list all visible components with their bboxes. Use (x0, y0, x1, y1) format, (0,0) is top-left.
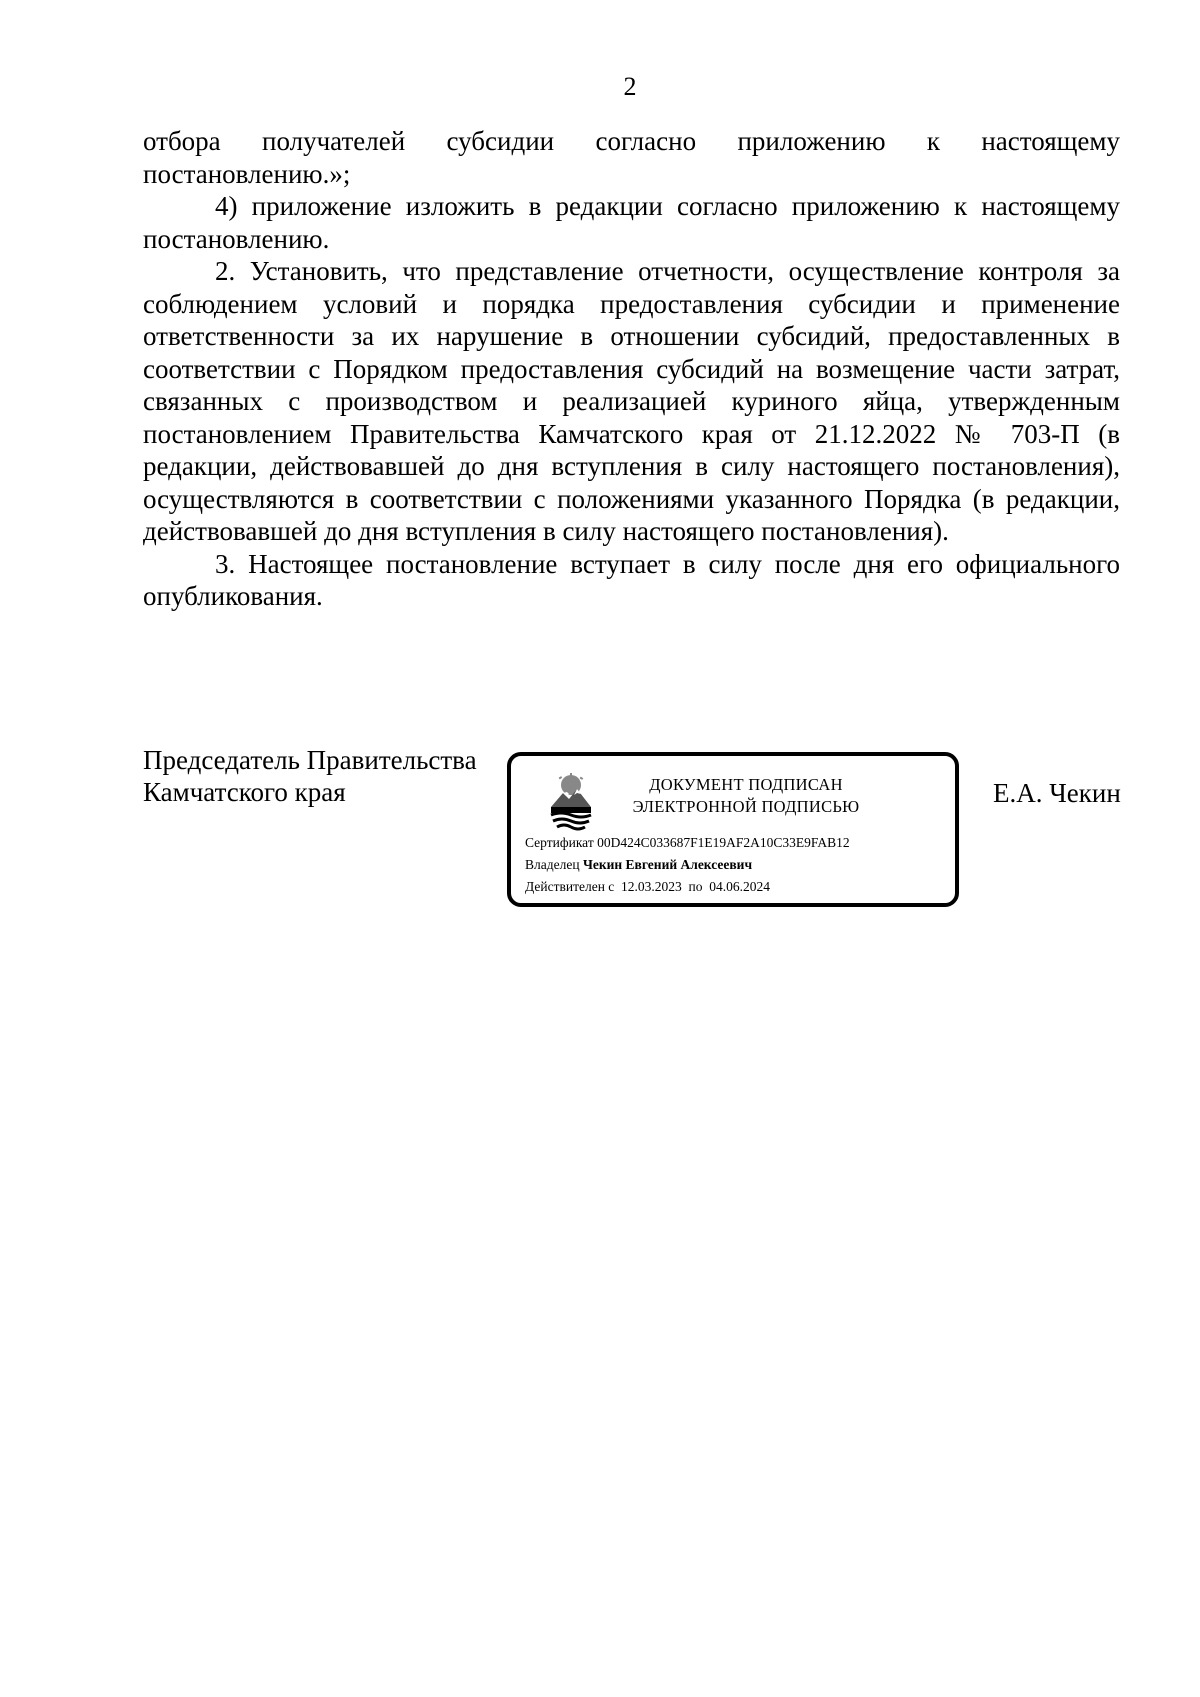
valid-from: 12.03.2023 (621, 879, 682, 894)
signer-title-line-2: Камчатского края (143, 777, 346, 807)
paragraph-continuation: отбора получателей субсидии согласно приложению к настоящему постановлению.»; (143, 126, 1120, 189)
valid-to-label: по (688, 879, 703, 894)
stamp-heading-line-2: ЭЛЕКТРОННОЙ ПОДПИСЬЮ (632, 797, 860, 816)
kamchatka-coat-of-arms-icon (547, 773, 595, 833)
stamp-heading-line-1: ДОКУМЕНТ ПОДПИСАН (649, 775, 843, 794)
signer-name: Е.А. Чекин (993, 778, 1121, 808)
paragraph-clause-3: 3. Настоящее постановление вступает в силу после дня его официального опубликования. (143, 548, 1120, 611)
stamp-validity (525, 878, 770, 896)
stamp-heading (611, 774, 881, 818)
signer-title-line-1: Председатель Правительства (143, 745, 477, 775)
owner-value: Чекин Евгений Алексеевич (582, 857, 753, 872)
stamp-owner (525, 856, 752, 874)
paragraph-clause-2: 2. Установить, что представление отчетности, осуществление контроля за соблюдением условий и порядка предоставления субсидии и применение ответственности за их нарушение в отношении субсидий, предоставленных в соответствии с Порядком предоставления субсидий на возмещение части затрат, связанных с производством и реализацией куриного яйца, утвержденным постановлением Правительства Камчатского края от 21.12.2022 № 703-П (в редакции, действовавшей до дня вступления в силу настоящего постановления), осуществляются в соответствии с положениями указанного Порядка (в редакции, действовавшей до дня вступления в силу настоящего постановления). (143, 256, 1120, 546)
owner-label: Владелец (525, 857, 580, 872)
stamp-certificate (525, 834, 850, 852)
signer-title (143, 744, 477, 808)
certificate-label: Сертификат (525, 835, 594, 850)
page-number: 2 (623, 72, 637, 101)
paragraph-item-4: 4) приложение изложить в редакции согласно приложению к настоящему постановлению. (143, 191, 1120, 254)
document-body (143, 125, 1120, 613)
valid-to: 04.06.2024 (709, 879, 771, 894)
certificate-value: 00D424C033687F1E19AF2A10C33E9FAB12 (597, 835, 850, 850)
valid-label: Действителен с (525, 879, 615, 894)
electronic-signature-stamp (507, 752, 959, 907)
